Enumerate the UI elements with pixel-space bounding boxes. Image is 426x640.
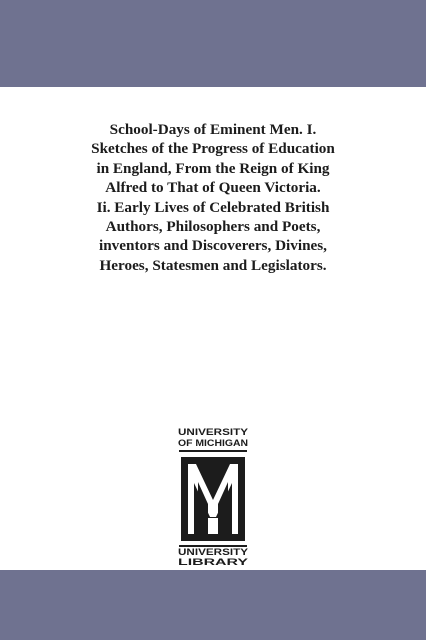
bottom-color-band <box>0 570 426 640</box>
title-line: Ii. Early Lives of Celebrated British <box>96 198 330 216</box>
title-line: School-Days of Eminent Men. I. <box>109 121 317 138</box>
title-line: Heroes, Statesmen and Legislators. <box>99 256 327 274</box>
title-line: inventors and Discoverers, Divines, <box>99 237 327 255</box>
top-color-band <box>0 0 426 87</box>
block-m-icon <box>181 457 245 541</box>
logo-text-of-michigan: OF MICHIGAN <box>178 438 249 448</box>
logo-text-university-lower: UNIVERSITY <box>178 547 248 557</box>
title-line: Alfred to That of Queen Victoria. <box>105 179 321 197</box>
logo-text-library: LIBRARY <box>178 557 248 566</box>
university-of-michigan-library-logo <box>175 422 251 566</box>
title-line: Sketches of the Progress of Education <box>91 140 335 158</box>
logo-rule-top <box>179 450 247 452</box>
book-title <box>40 120 386 275</box>
logo-text-university: UNIVERSITY <box>178 427 249 438</box>
title-line: in England, From the Reign of King <box>96 159 330 177</box>
title-line: Authors, Philosophers and Poets, <box>105 218 321 236</box>
